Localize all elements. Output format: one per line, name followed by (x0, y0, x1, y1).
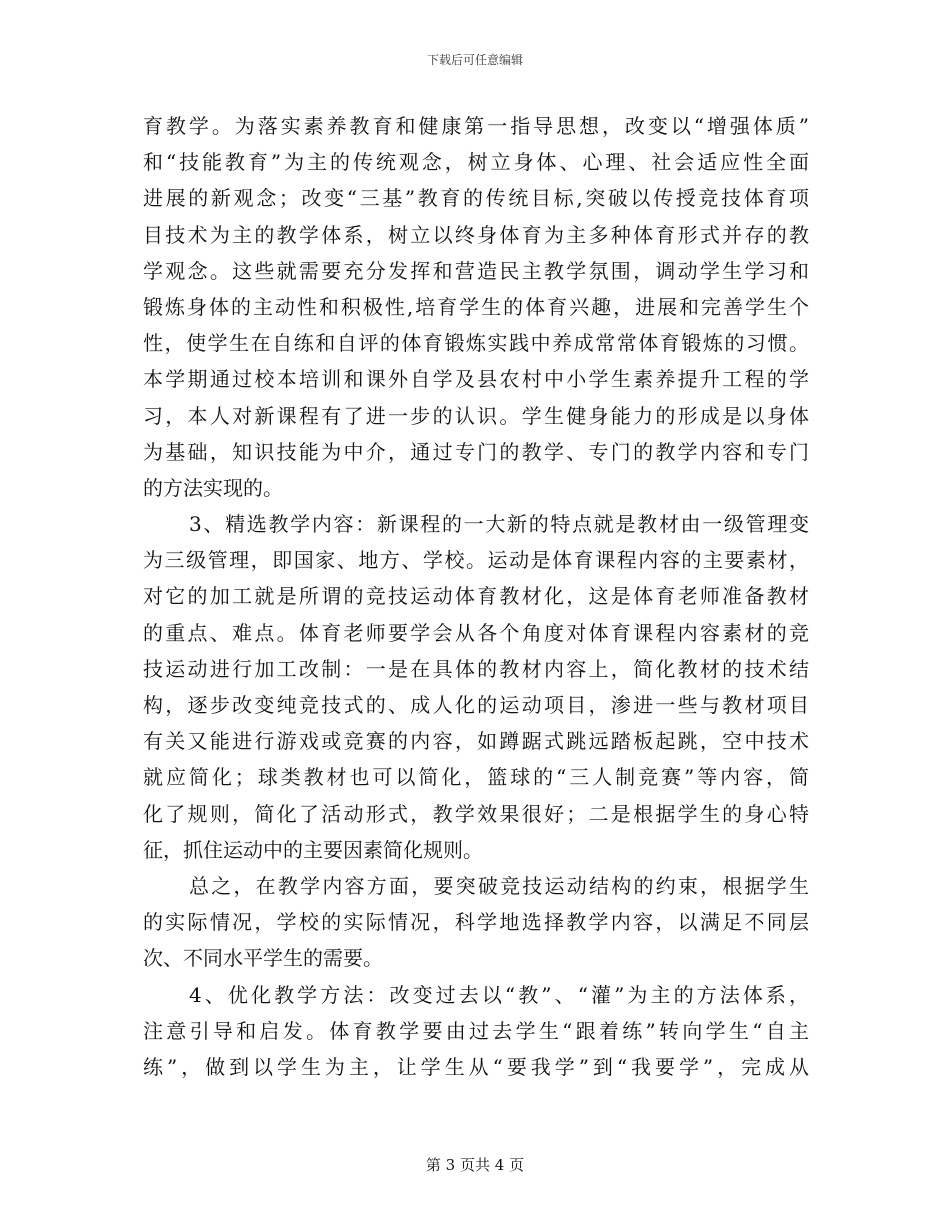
paragraph-line: 构，逐步改变纯竞技式的、成人化的运动项目，渗进一些与教材项目 (143, 693, 809, 717)
paragraph-line: 和“技能教育”为主的传统观念，树立身体、心理、社会适应性全面 (143, 150, 809, 175)
paragraph-line: 的方法实现的。 (143, 475, 283, 500)
paragraph-line: 的重点、难点。体育老师要学会从各个角度对体育课程内容素材的竞 (143, 620, 809, 645)
paragraph-line: 征，抓住运动中的主要因素简化规则。 (143, 837, 483, 862)
paragraph-line: 为基础，知识技能为中介，通过专门的教学、专门的教学内容和专门 (143, 439, 809, 464)
paragraph-line: 对它的加工就是所谓的竞技运动体育教材化，这是体育老师准备教材 (143, 584, 809, 609)
paragraph-line: 总之，在教学内容方面，要突破竞技运动结构的约束，根据学生 (189, 873, 809, 898)
paragraph-line: 3、精选教学内容：新课程的一大新的特点就是教材由一级管理变 (189, 512, 809, 537)
paragraph-line: 有关又能进行游戏或竞赛的内容，如蹲踞式跳远踏板起跳，空中技术 (143, 729, 809, 754)
paragraph-line: 就应简化；球类教材也可以简化，篮球的“三人制竞赛”等内容，简 (143, 765, 809, 790)
paragraph-line: 技运动进行加工改制：一是在具体的教材内容上，简化教材的技术结 (143, 656, 809, 681)
paragraph-line: 育教学。为落实素养教育和健康第一指导思想，改变以“增强体质” (143, 114, 809, 138)
paragraph-line: 目技术为主的教学体系，树立以终身体育为主多种体育形式并存的教 (143, 222, 809, 247)
paragraph-line: 锻炼身体的主动性和积极性,培育学生的体育兴趣，进展和完善学生个 (143, 294, 809, 319)
paragraph-line: 次、不同水平学生的需要。 (143, 946, 383, 971)
paragraph-line: 4、优化教学方法：改变过去以“教”、“灌”为主的方法体系， (189, 982, 809, 1007)
paragraph-line: 的实际情况，学校的实际情况，科学地选择教学内容，以满足不同层 (143, 910, 809, 935)
paragraph-line: 本学期通过校本培训和课外自学及县农村中小学生素养提升工程的学 (143, 367, 809, 392)
page-header: 下载后可任意编辑 (426, 53, 523, 67)
document-body (143, 108, 809, 1085)
paragraph-line: 为三级管理，即国家、地方、学校。运动是体育课程内容的主要素材， (143, 548, 809, 573)
page-number-footer: 第 3 页共 4 页 (425, 1156, 525, 1174)
paragraph-line: 进展的新观念；改变“三基”教育的传统目标,突破以传授竞技体育项 (143, 186, 809, 211)
paragraph-line: 性，使学生在自练和自评的体育锻炼实践中养成常常体育锻炼的习惯。 (143, 331, 809, 356)
paragraph-line: 注意引导和启发。体育教学要由过去学生“跟着练”转向学生“自主 (143, 1018, 809, 1043)
paragraph-line: 习，本人对新课程有了进一步的认识。学生健身能力的形成是以身体 (143, 403, 809, 428)
paragraph-line: 练”，做到以学生为主，让学生从“要我学”到“我要学”，完成从 (143, 1054, 809, 1079)
paragraph-line: 化了规则，简化了活动形式，教学效果很好；二是根据学生的身心特 (143, 801, 809, 826)
paragraph-line: 学观念。这些就需要充分发挥和营造民主教学氛围，调动学生学习和 (143, 258, 809, 283)
